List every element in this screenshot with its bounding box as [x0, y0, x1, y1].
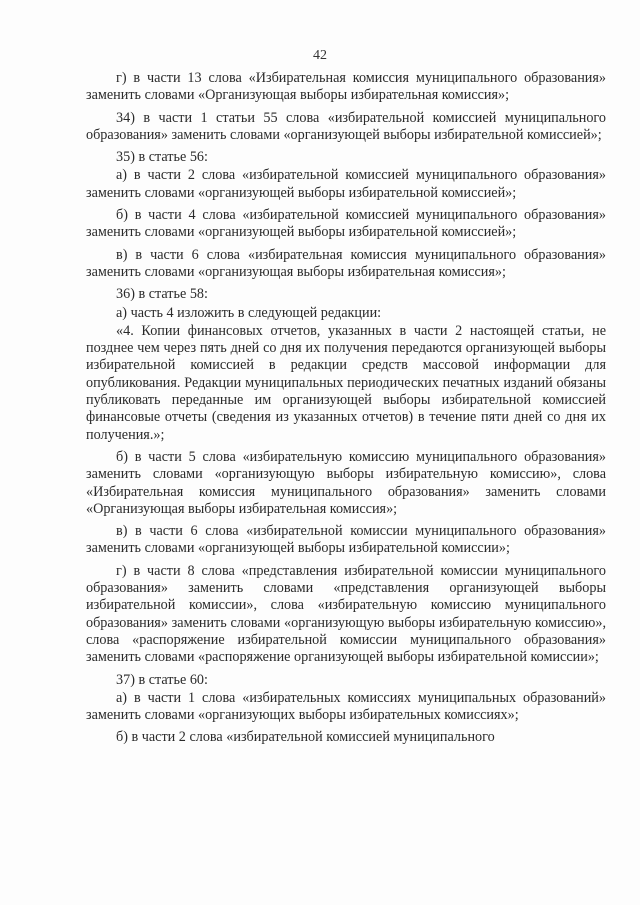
- paragraph: а) часть 4 изложить в следующей редакции:: [116, 304, 382, 321]
- paragraph: г) в части 13 слова «Избирательная комиссия муниципального образования» заменить словами «Организующая выборы избирательная комиссия»;: [86, 70, 606, 104]
- document-body: [86, 70, 606, 752]
- paragraph: 37) в статье 60:: [116, 671, 208, 688]
- paragraph: а) в части 1 слова «избирательных комиссиях муниципальных образований» заменить словами «организующих выборы избирательных комиссиях»;: [86, 689, 606, 724]
- paragraph: б) в части 4 слова «избирательной комиссией муниципального образования» заменить словами «организующей выборы избирательной комиссией»;: [86, 207, 606, 241]
- paragraph: 36) в статье 58:: [116, 286, 208, 303]
- paragraph: б) в части 2 слова «избирательной комиссией муниципального: [116, 729, 495, 746]
- paragraph: а) в части 2 слова «избирательной комиссией муниципального образования» заменить словами «организующей выборы избирательной комиссией»;: [86, 167, 606, 201]
- paragraph: 35) в статье 56:: [116, 149, 208, 166]
- page-number: 42: [313, 48, 327, 63]
- paragraph: г) в части 8 слова «представления избирательной комиссии муниципального образования» заменить словами «представления организующей выборы избирательной комиссии», слова «избирательную комиссию муниципального образования» заменить словами «организующую выборы избирательную комиссию», слова «распоряжение избирательной комиссии муниципального образования» заменить словами «распоряжение организующей выборы избирательной комиссии»;: [86, 562, 606, 666]
- paragraph: «4. Копии финансовых отчетов, указанных в части 2 настоящей статьи, не позднее чем через пять дней со дня их получения передаются организующей выборы избирательной комиссией в редакции средств массовой информации для опубликования. Редакции муниципальных периодических печатных изданий обязаны публиковать переданные им организующей выборы избирательной комиссией финансовые отчеты (сведения из указанных отчетов) в течение пяти дней со дня их получения.»;: [86, 322, 606, 443]
- paragraph: 34) в части 1 статьи 55 слова «избирательной комиссией муниципального образования» заменить словами «организующей выборы избирательной комиссией»;: [86, 109, 606, 143]
- paragraph: в) в части 6 слова «избирательной комиссии муниципального образования» заменить словами «организующей выборы избирательной комиссии»;: [86, 523, 606, 557]
- paragraph: б) в части 5 слова «избирательную комиссию муниципального образования» заменить словами «организующую выборы избирательную комиссию», слова «Избирательная комиссия муниципального образования» заменить словами «Организующая выборы избирательная комиссия»;: [86, 448, 606, 517]
- paragraph: в) в части 6 слова «избирательная комиссия муниципального образования» заменить словами «организующая выборы избирательная комиссия»;: [86, 246, 606, 280]
